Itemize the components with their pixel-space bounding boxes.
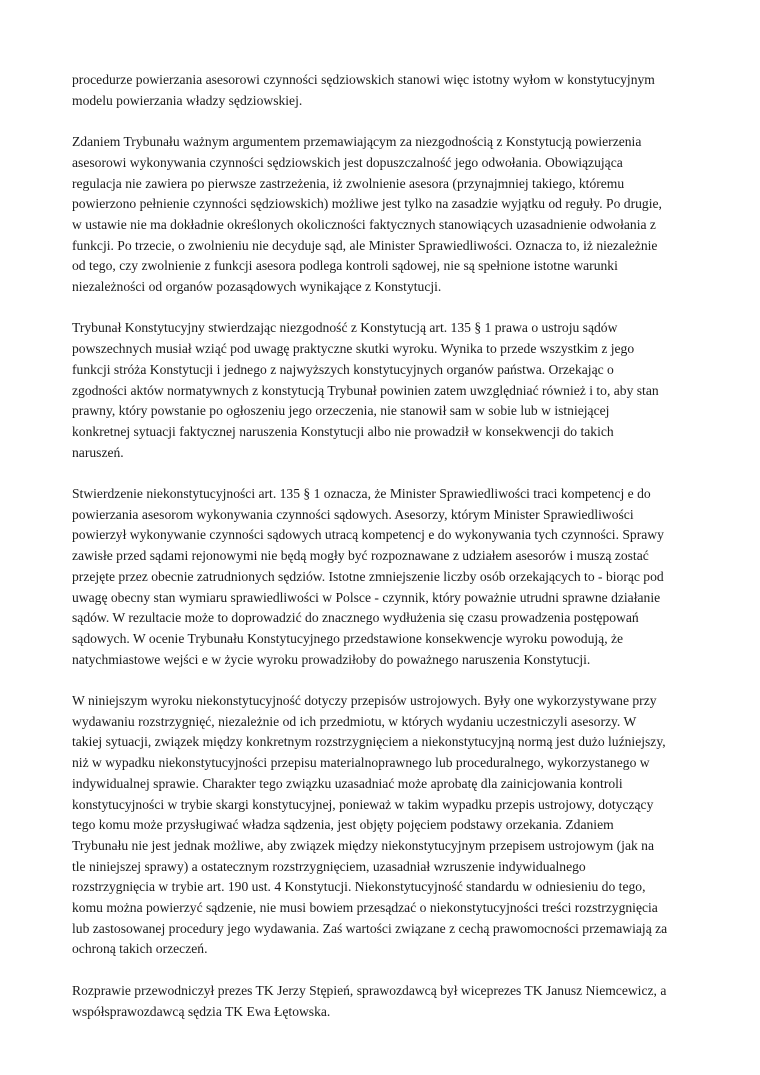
paragraph-5: W niniejszym wyroku niekonstytucyjność dotyczy przepisów ustrojowych. Były one wykorzystywane przy wydawaniu rozstrzygnięć, niezależnie od ich przedmiotu, w których wydaniu uczestniczyli asesorzy. W takiej sytuacji, związek między konkretnym rozstrzygnięciem a niekonstytucyjną normą jest dużo luźniejszy, niż w wypadku niekonstytucyjności przepisu materialnoprawnego lub proceduralnego, wykorzystanego w indywidualnej sprawie. Charakter tego związku uzasadniać może aprobatę dla zainicjowania kontroli konstytucyjności w trybie skargi konstytucyjnej, ponieważ w takim wypadku przepis ustrojowy, dotyczący tego komu może przysługiwać władza sądzenia, jest objęty pojęciem podstawy orzekania. Zdaniem Trybunału nie jest jednak możliwe, aby związek między niekonstytucyjnym przepisem ustrojowym (jak na tle niniejszej sprawy) a ostatecznym rozstrzygnięciem, uzasadniał wzruszenie indywidualnego rozstrzygnięcia w trybie art. 190 ust. 4 Konstytucji. Niekonstytucyjność standardu w odniesieniu do tego, komu można powierzyć sądzenie, nie musi bowiem przesądzać o niekonstytucyjności treści rozstrzygnięcia lub zastosowanej procedury jego wydawania. Zaś wartości związane z cechą prawomocności przemawiają za ochroną takich orzeczeń.	[72, 693, 668, 957]
paragraph-1: procedurze powierzania asesorowi czynności sędziowskich stanowi więc istotny wyłom w konstytucyjnym modelu powierzania władzy sędziowskiej.	[72, 72, 655, 108]
paragraph-6: Rozprawie przewodniczył prezes TK Jerzy Stępień, sprawozdawcą był wiceprezes TK Janusz Niemcewicz, a współsprawozdawcą sędzia TK Ewa Łętowska.	[72, 982, 667, 1019]
paragraph-3: Trybunał Konstytucyjny stwierdzając niezgodność z Konstytucją art. 135 § 1 prawa o ustroju sądów powszechnych musiał wziąć pod uwagę praktyczne skutki wyroku. Wynika to przede wszystkim z jego funkcji stróża Konstytucji i jednego z najwyższych konstytucyjnych organów państwa. Orzekając o zgodności aktów normatywnych z konstytucją Trybunał powinien zatem uwzględniać również i to, aby stan prawny, który powstanie po ogłoszeniu jego orzeczenia, nie stanowił sam w sobie lub w istniejącej konkretnej sytuacji faktycznej naruszenia Konstytucji albo nie prowadził w konsekwencji do takich naruszeń.	[72, 320, 659, 460]
paragraph-2: Zdaniem Trybunału ważnym argumentem przemawiającym za niezgodnością z Konstytucją powierzenia asesorowi wykonywania czynności sędziowskich jest dopuszczalność jego odwołania. Obowiązująca regulacja nie zawiera po pierwsze zastrzeżenia, iż zwolnienie asesora (przynajmniej takiego, któremu powierzono pełnienie czynności sędziowskich) możliwe jest tylko na zasadzie wyjątku od reguły. Po drugie, w ustawie nie ma dokładnie określonych okoliczności faktycznych stanowiących uzasadnienie odwołania z funkcji. Po trzecie, o zwolnieniu nie decyduje sąd, ale Minister Sprawiedliwości. Oznacza to, iż niezależnie od tego, czy zwolnienie z funkcji asesora podlega kontroli sądowej, nie są spełnione istotne warunki niezależności od organów pozasądowych wynikające z Konstytucji.	[72, 134, 662, 295]
document-body	[72, 70, 692, 1043]
paragraph-4: Stwierdzenie niekonstytucyjności art. 135 § 1 oznacza, że Minister Sprawiedliwości traci kompetencj e do powierzania asesorom wykonywania czynności sądowych. Asesorzy, którym Minister Sprawiedliwości powierzył wykonywanie czynności sądowych utracą kompetencj e do wykonywania tych czynności. Sprawy zawisłe przed sądami rejonowymi nie będą mogły być rozpoznawane z udziałem asesorów i muszą zostać przejęte przez obecnie zatrudnionych sędziów. Istotne zmniejszenie liczby osób orzekających to - biorąc pod uwagę obecny stan wymiaru sprawiedliwości w Polsce - czynnik, który poważnie utrudni sprawne działanie sądów. W rezultacie może to doprowadzić do znacznego wydłużenia się czasu prowadzenia postępowań sądowych. W ocenie Trybunału Konstytucyjnego przedstawione konsekwencje wyroku powodują, że natychmiastowe wejści e w życie wyroku prowadziłoby do poważnego naruszenia Konstytucji.	[72, 486, 664, 667]
